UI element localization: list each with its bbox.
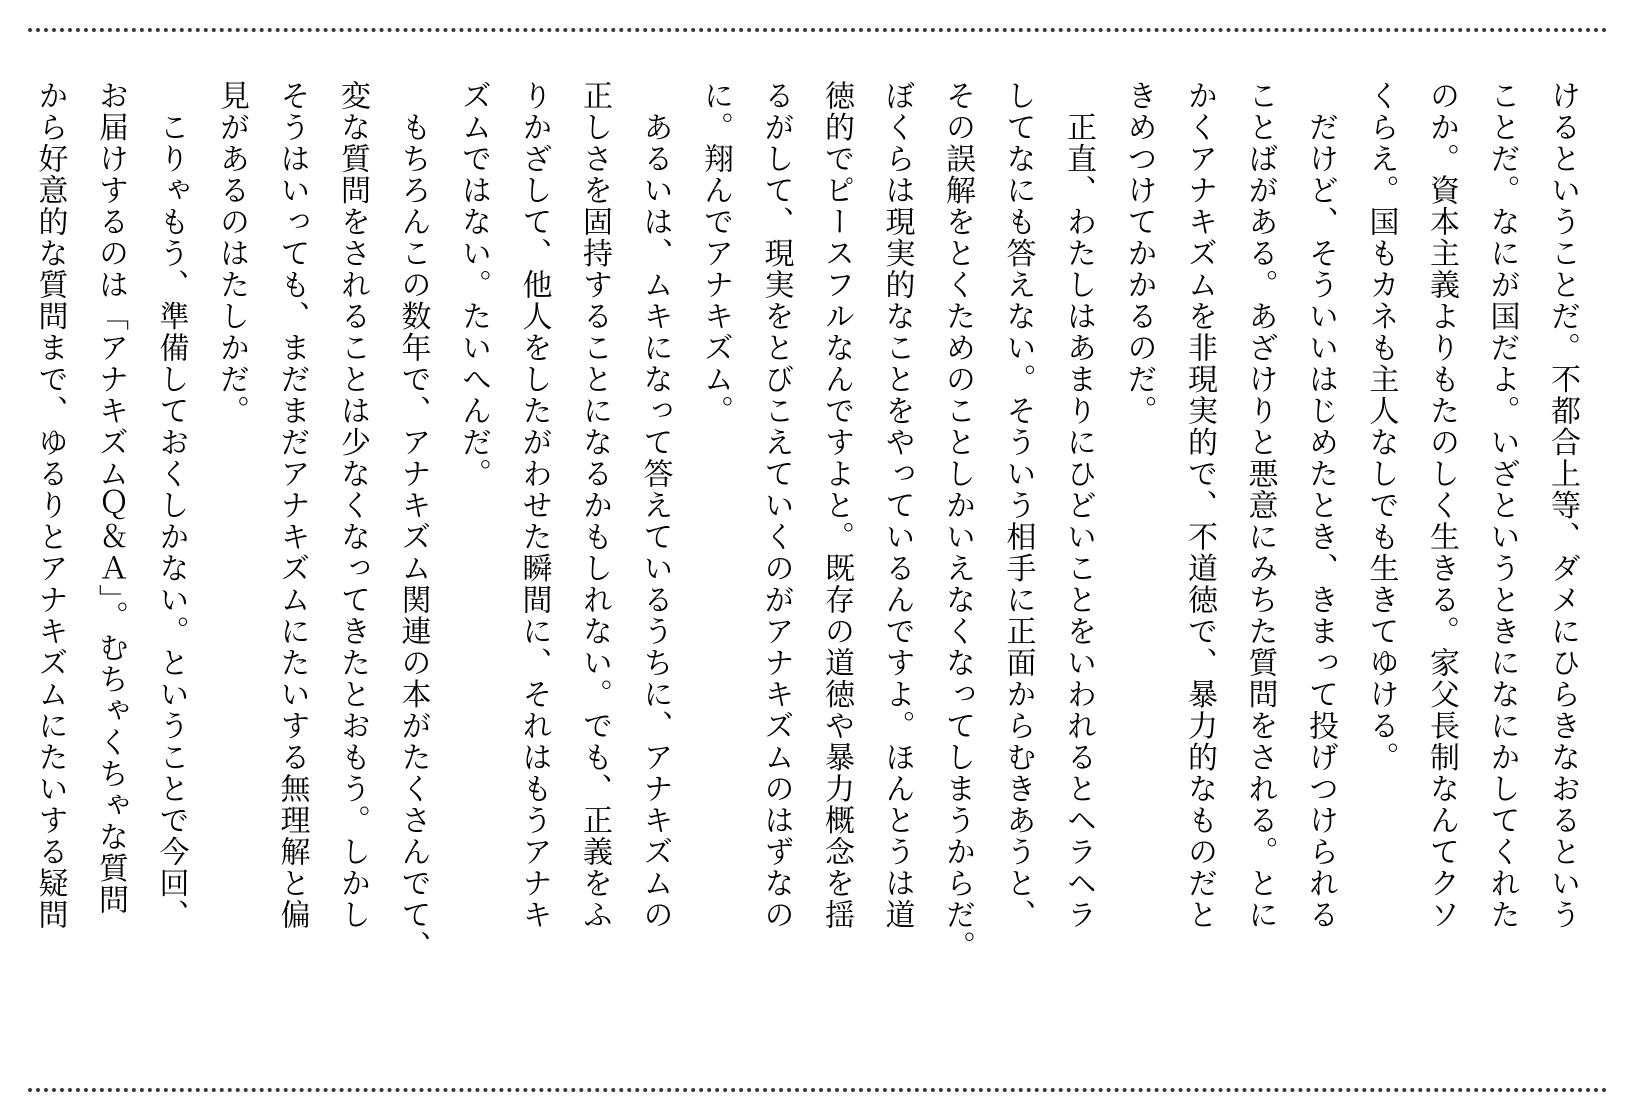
dotted-rule-bottom <box>28 1088 1608 1092</box>
text-line: その誤解をとくためのことしかいえなくなってしまうからだ。 <box>940 80 975 962</box>
text-line: に。翔んでアナキズム。 <box>698 80 733 427</box>
text-line: のか。資本主義よりもたのしく生きる。家父長制なんてクソ <box>1424 80 1459 931</box>
text-line: お届けするのは「アナキズムＱ＆Ａ」。むちゃくちゃな質問 <box>93 80 128 916</box>
text-line: そうはいっても、まだまだアナキズムにたいする無理解と偏 <box>274 80 310 931</box>
dotted-rule-top <box>28 28 1608 32</box>
text-line: してなにも答えない。そういう相手に正面からむきあうと、 <box>1000 80 1036 931</box>
text-line: かくアナキズムを非現実的で、不道徳で、暴力的なものだと <box>1182 80 1217 931</box>
text-line: 正直、わたしはあまりにひどいことをいわれるとヘラヘラ <box>1061 80 1096 931</box>
text-line: けるということだ。不都合上等、ダメにひらきなおるという <box>1545 80 1580 931</box>
text-line: こりゃもう、準備しておくしかない。ということで今回、 <box>153 80 189 931</box>
text-line: もちろんこの数年で、アナキズム関連の本がたくさんでて、 <box>395 80 431 962</box>
text-line: 変な質問をされることは少なくなってきたとおもう。しかし <box>335 80 370 931</box>
text-line: あるいは、ムキになって答えているうちに、アナキズムの <box>637 80 673 931</box>
text-line: ことだ。なにが国だよ。いざというときになにかしてくれた <box>1484 80 1520 931</box>
text-line: ぼくらは現実的なことをやっているんですよ。ほんとうは道 <box>879 80 915 931</box>
vertical-text-body <box>19 80 1592 1070</box>
text-line: りかざして、他人をしたがわせた瞬間に、それはもうアナキ <box>516 80 552 931</box>
text-line: 徳的でピースフルなんですよと。既存の道徳や暴力概念を揺 <box>819 80 854 931</box>
text-line: るがして、現実をとびこえていくのがアナキズムのはずなの <box>758 80 794 931</box>
text-line: ことばがある。あざけりと悪意にみちた質問をされる。とに <box>1242 80 1278 931</box>
text-line: くらえ。国もカネも主人なしでも生きてゆける。 <box>1363 80 1399 773</box>
text-line: きめつけてかかるのだ。 <box>1121 80 1157 427</box>
text-line: から好意的な質問まで、ゆるりとアナキズムにたいする疑問 <box>32 80 68 931</box>
text-line: だけど、そういいはじめたとき、きまって投げつけられる <box>1303 80 1338 931</box>
text-line: ズムではない。たいへんだ。 <box>456 80 491 490</box>
text-line: 正しさを固持することになるかもしれない。でも、正義をふ <box>577 80 612 931</box>
text-line: 見があるのはたしかだ。 <box>214 80 249 427</box>
